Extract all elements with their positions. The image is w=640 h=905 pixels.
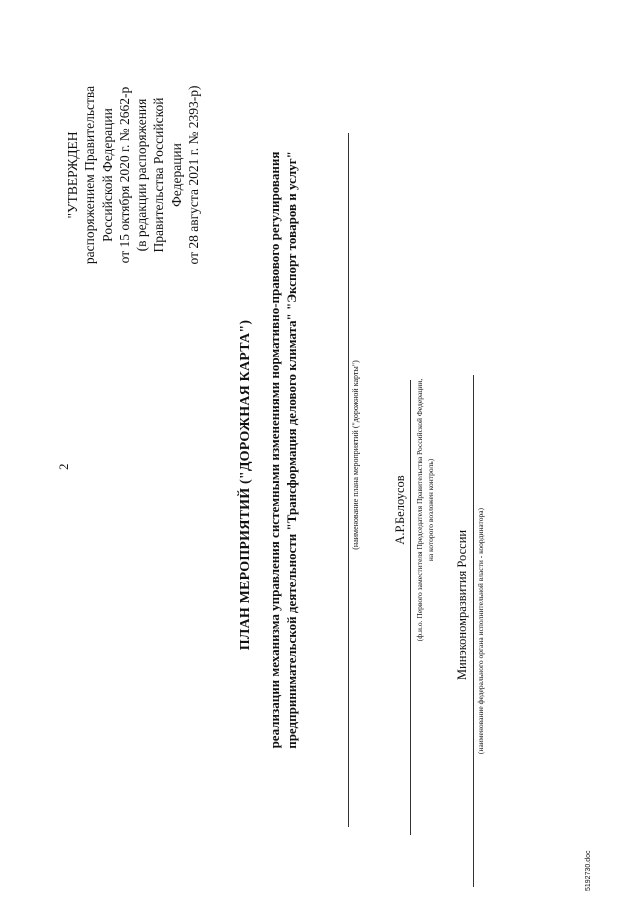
plan-title: ПЛАН МЕРОПРИЯТИЙ ("ДОРОЖНАЯ КАРТА") [238, 319, 253, 651]
approval-line: Правительства Российской Федерации [151, 97, 184, 253]
controller-caption [414, 375, 436, 645]
coordinator-caption: (наименование федерального органа исполнительной власти - координатора) [476, 507, 485, 755]
approval-stamp [64, 65, 202, 285]
controller-caption-line: (ф.и.о. Первого заместителя Председателя Правительства Российской Федерации, [415, 378, 424, 642]
plan-subtitle-line: предпринимательской деятельности "Трансформация делового климата" "Экспорт товаров и услуг" [283, 151, 299, 749]
coordinator-name: Минэкономразвития России [455, 529, 469, 681]
approval-line: "УТВЕРЖДЕН [65, 131, 80, 219]
coordinator-rule [473, 375, 474, 887]
plan-name-rule [348, 133, 349, 827]
approval-line: от 28 августа 2021 г. № 2393-р) [186, 85, 202, 265]
controller-name: А.Р.Белоусов [393, 475, 407, 545]
plan-subtitle [267, 55, 300, 845]
controller-rule [410, 380, 411, 835]
approval-line: Российской Федерации [99, 108, 115, 242]
page-number: 2 [56, 463, 71, 470]
document-code: 5192730.doc [585, 850, 592, 891]
approval-line: от 15 октября 2020 г. № 2662-р [116, 86, 132, 264]
approval-line: распоряжением Правительства [82, 85, 98, 265]
plan-name-caption: (наименование плана мероприятий ("дорожной карты") [351, 360, 360, 550]
plan-subtitle-line: реализации механизма управления системными изменениями нормативно-правового регулирования [267, 151, 282, 749]
controller-caption-line: на которого возложен контроль) [426, 458, 435, 562]
approval-line: (в редакции распоряжения [134, 98, 150, 252]
